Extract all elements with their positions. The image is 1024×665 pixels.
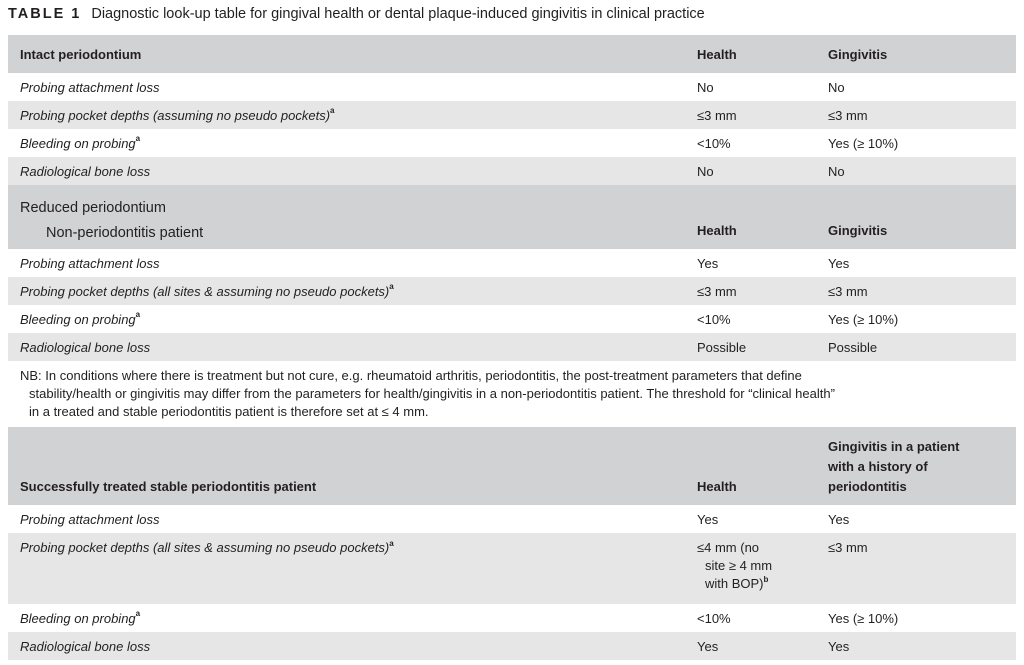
- footnote-marker: a: [135, 134, 141, 144]
- row-parameter: Bleeding on probing: [20, 135, 136, 151]
- column-header-health: Health: [697, 46, 737, 62]
- section-header-treated: [8, 427, 1016, 505]
- column-header-health: Health: [697, 223, 737, 238]
- cell-gingivitis: Yes (≥ 10%): [828, 311, 899, 327]
- table-row: [8, 333, 1016, 361]
- cell-line: ≤4 mm (no: [697, 540, 760, 555]
- column-header-line: with a history of: [828, 459, 928, 474]
- footnote-marker: a: [389, 538, 394, 548]
- row-parameter: Radiological bone loss: [20, 638, 151, 654]
- table-row: [8, 305, 1016, 333]
- row-parameter: Probing attachment loss: [20, 511, 160, 527]
- column-header-gingivitis: Gingivitis: [828, 46, 888, 62]
- footnote-marker: a: [330, 106, 335, 116]
- table-row: [8, 101, 1016, 129]
- section-heading: Intact periodontium: [20, 46, 142, 62]
- cell-gingivitis: ≤3 mm: [828, 540, 868, 555]
- row-parameter: Bleeding on probing: [20, 610, 136, 626]
- cell-health: No: [697, 79, 714, 95]
- note-line: NB: In conditions where there is treatment but not cure, e.g. rheumatoid arthritis, periodontitis, the post-treatment parameters that define: [20, 368, 802, 383]
- row-parameter: Radiological bone loss: [20, 163, 151, 179]
- row-parameter: Probing attachment loss: [20, 79, 160, 95]
- row-parameter: Probing pocket depths (all sites & assuming no pseudo pockets): [20, 540, 390, 555]
- row-parameter: Probing attachment loss: [20, 255, 160, 271]
- cell-health: Yes: [697, 638, 719, 654]
- section-subheading: Non-periodontitis patient: [46, 225, 204, 241]
- table-row: [8, 632, 1016, 660]
- cell-health: Yes: [697, 511, 719, 527]
- table-caption: [8, 6, 705, 22]
- table-row: [8, 533, 1016, 604]
- footnote-marker: a: [135, 310, 141, 320]
- cell-line: site ≥ 4 mm: [705, 558, 773, 573]
- row-parameter: Radiological bone loss: [20, 339, 151, 355]
- column-header-line: Gingivitis in a patient: [828, 439, 960, 454]
- table-row: [8, 129, 1016, 157]
- cell-gingivitis: ≤3 mm: [828, 283, 868, 299]
- footnote-marker: b: [763, 574, 769, 584]
- note-line: stability/health or gingivitis may differ from the parameters for health/gingivitis in a non-periodontitis patient. The threshold for “clinical health”: [29, 386, 835, 401]
- table-row: [8, 157, 1016, 185]
- cell-gingivitis: Possible: [828, 339, 878, 355]
- cell-health: ≤3 mm: [697, 283, 737, 299]
- cell-line: with BOP): [705, 576, 764, 591]
- cell-gingivitis: ≤3 mm: [828, 107, 868, 123]
- row-parameter: Probing pocket depths (all sites & assuming no pseudo pockets): [20, 283, 390, 299]
- table-row: [8, 73, 1016, 101]
- cell-health: No: [697, 163, 714, 179]
- cell-gingivitis: No: [828, 79, 845, 95]
- table-row: [8, 604, 1016, 632]
- section-heading: Successfully treated stable periodontitis patient: [20, 479, 317, 494]
- cell-health: <10%: [697, 610, 731, 626]
- cell-gingivitis: Yes: [828, 638, 850, 654]
- table-row: [8, 505, 1016, 533]
- cell-gingivitis: Yes: [828, 511, 850, 527]
- column-header-gingivitis: Gingivitis: [828, 223, 888, 238]
- cell-gingivitis: Yes (≥ 10%): [828, 610, 899, 626]
- section-header-intact: [8, 35, 1016, 73]
- cell-health: ≤3 mm: [697, 107, 737, 123]
- section-header-reduced: [8, 185, 1016, 249]
- table-row: [8, 277, 1016, 305]
- table-row: [8, 249, 1016, 277]
- column-header-gingivitis-history: [828, 427, 1016, 505]
- cell-health: <10%: [697, 135, 731, 151]
- cell-health: Yes: [697, 255, 719, 271]
- table-note: [8, 361, 1016, 427]
- footnote-marker: a: [135, 609, 141, 619]
- cell-gingivitis: Yes (≥ 10%): [828, 135, 899, 151]
- table-title: Diagnostic look-up table for gingival health or dental plaque-induced gingivitis in clinical practice: [91, 6, 705, 22]
- column-header-health: Health: [697, 479, 737, 494]
- section-heading: Reduced periodontium: [20, 200, 166, 216]
- table-label: TABLE 1: [8, 6, 82, 22]
- footnote-marker: a: [389, 282, 394, 292]
- cell-health: [697, 539, 828, 604]
- note-line: in a treated and stable periodontitis patient is therefore set at ≤ 4 mm.: [29, 404, 429, 419]
- cell-gingivitis: Yes: [828, 255, 850, 271]
- row-parameter: Bleeding on probing: [20, 311, 136, 327]
- cell-health: Possible: [697, 339, 747, 355]
- column-header-line: periodontitis: [828, 479, 907, 494]
- cell-gingivitis: No: [828, 163, 845, 179]
- row-parameter: Probing pocket depths (assuming no pseudo pockets): [20, 107, 331, 123]
- cell-health: <10%: [697, 311, 731, 327]
- diagnostic-table: [8, 35, 1016, 660]
